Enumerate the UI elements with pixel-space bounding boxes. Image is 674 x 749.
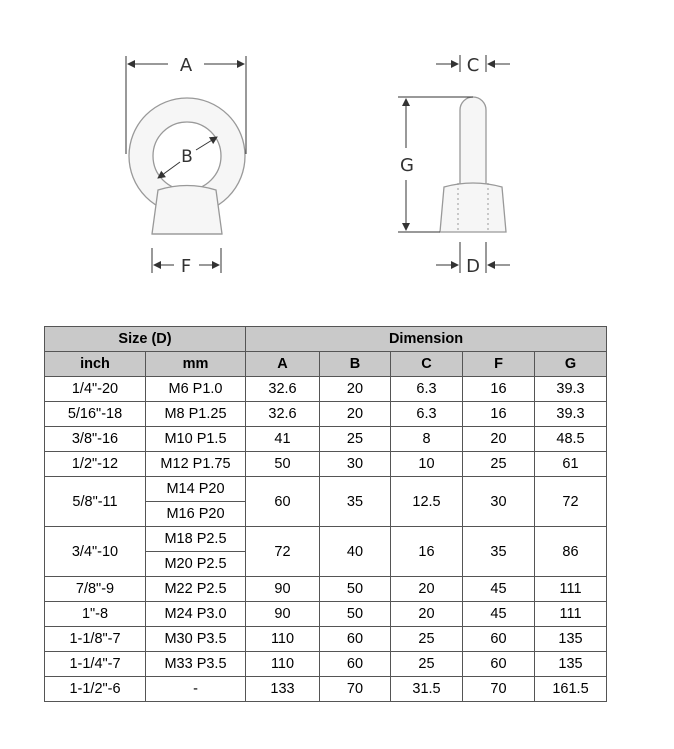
cell-inch: 7/8"-9 xyxy=(45,577,146,602)
cell-a: 50 xyxy=(246,452,320,477)
cell-f: 35 xyxy=(463,527,535,577)
cell-c: 25 xyxy=(391,652,463,677)
cell-mm: - xyxy=(146,677,246,702)
eye-side xyxy=(460,97,486,186)
column-header-b: B xyxy=(320,352,391,377)
cell-b: 50 xyxy=(320,602,391,627)
cell-c: 31.5 xyxy=(391,677,463,702)
cell-mm: M18 P2.5 xyxy=(146,527,246,552)
dim-c-label: C xyxy=(466,55,480,76)
cell-inch: 3/4"-10 xyxy=(45,527,146,577)
cell-g: 48.5 xyxy=(535,427,607,452)
cell-a: 133 xyxy=(246,677,320,702)
column-header-mm: mm xyxy=(146,352,246,377)
dim-f-label: F xyxy=(180,256,192,277)
column-header-a: A xyxy=(246,352,320,377)
cell-mm: M6 P1.0 xyxy=(146,377,246,402)
cell-a: 60 xyxy=(246,477,320,527)
cell-b: 40 xyxy=(320,527,391,577)
cell-f: 25 xyxy=(463,452,535,477)
cell-a: 32.6 xyxy=(246,377,320,402)
cell-mm: M22 P2.5 xyxy=(146,577,246,602)
cell-c: 12.5 xyxy=(391,477,463,527)
cell-mm: M14 P20 xyxy=(146,477,246,502)
cell-c: 16 xyxy=(391,527,463,577)
cell-c: 8 xyxy=(391,427,463,452)
table-row xyxy=(45,677,607,702)
cell-g: 61 xyxy=(535,452,607,477)
table-row xyxy=(45,377,607,402)
cell-inch: 1/4"-20 xyxy=(45,377,146,402)
cell-g: 135 xyxy=(535,627,607,652)
cell-b: 20 xyxy=(320,402,391,427)
cell-inch: 3/8"-16 xyxy=(45,427,146,452)
cell-g: 39.3 xyxy=(535,377,607,402)
cell-b: 60 xyxy=(320,652,391,677)
front-view xyxy=(126,55,246,277)
size-group-header: Size (D) xyxy=(45,327,246,352)
cell-inch: 1-1/2"-6 xyxy=(45,677,146,702)
dim-b-arrow-a xyxy=(158,162,180,178)
cell-a: 110 xyxy=(246,627,320,652)
cell-c: 6.3 xyxy=(391,377,463,402)
cell-b: 25 xyxy=(320,427,391,452)
dimension-table xyxy=(44,326,607,702)
cell-f: 45 xyxy=(463,602,535,627)
cell-a: 110 xyxy=(246,652,320,677)
dimension-group-header: Dimension xyxy=(246,327,607,352)
cell-b: 50 xyxy=(320,577,391,602)
group-header-row xyxy=(45,327,607,352)
cell-inch: 1-1/4"-7 xyxy=(45,652,146,677)
cell-b: 60 xyxy=(320,627,391,652)
cell-c: 20 xyxy=(391,577,463,602)
dim-d-label: D xyxy=(466,256,480,277)
collar-side xyxy=(440,183,506,232)
table-row xyxy=(45,602,607,627)
column-header-g: G xyxy=(535,352,607,377)
dim-a-label: A xyxy=(179,55,193,76)
cell-mm: M20 P2.5 xyxy=(146,552,246,577)
collar-front xyxy=(152,186,222,235)
cell-f: 30 xyxy=(463,477,535,527)
cell-b: 30 xyxy=(320,452,391,477)
column-header-c: C xyxy=(391,352,463,377)
cell-c: 6.3 xyxy=(391,402,463,427)
cell-mm: M16 P20 xyxy=(146,502,246,527)
cell-g: 135 xyxy=(535,652,607,677)
cell-g: 86 xyxy=(535,527,607,577)
dim-b-label: B xyxy=(181,147,193,167)
table-row xyxy=(45,652,607,677)
eye-nut-drawing xyxy=(0,0,674,300)
cell-f: 16 xyxy=(463,377,535,402)
cell-inch: 1"-8 xyxy=(45,602,146,627)
cell-g: 111 xyxy=(535,577,607,602)
cell-a: 41 xyxy=(246,427,320,452)
column-header-row xyxy=(45,352,607,377)
side-view xyxy=(398,55,510,277)
cell-mm: M30 P3.5 xyxy=(146,627,246,652)
cell-a: 90 xyxy=(246,602,320,627)
cell-b: 20 xyxy=(320,377,391,402)
cell-inch: 1/2"-12 xyxy=(45,452,146,477)
cell-g: 111 xyxy=(535,602,607,627)
cell-f: 70 xyxy=(463,677,535,702)
cell-inch: 5/16"-18 xyxy=(45,402,146,427)
cell-c: 10 xyxy=(391,452,463,477)
dim-g-label: G xyxy=(400,155,414,176)
cell-g: 39.3 xyxy=(535,402,607,427)
cell-a: 72 xyxy=(246,527,320,577)
table-row xyxy=(45,477,607,502)
table-row xyxy=(45,627,607,652)
table-row xyxy=(45,452,607,477)
table-row xyxy=(45,577,607,602)
cell-f: 20 xyxy=(463,427,535,452)
cell-g: 72 xyxy=(535,477,607,527)
column-header-f: F xyxy=(463,352,535,377)
table-row xyxy=(45,427,607,452)
table-body xyxy=(45,377,607,702)
cell-f: 16 xyxy=(463,402,535,427)
cell-mm: M12 P1.75 xyxy=(146,452,246,477)
cell-c: 20 xyxy=(391,602,463,627)
cell-mm: M10 P1.5 xyxy=(146,427,246,452)
dim-b-arrow-b xyxy=(196,137,217,150)
cell-c: 25 xyxy=(391,627,463,652)
cell-f: 60 xyxy=(463,652,535,677)
table-row xyxy=(45,402,607,427)
cell-f: 60 xyxy=(463,627,535,652)
cell-inch: 1-1/8"-7 xyxy=(45,627,146,652)
cell-g: 161.5 xyxy=(535,677,607,702)
table-row xyxy=(45,527,607,552)
cell-b: 35 xyxy=(320,477,391,527)
cell-mm: M24 P3.0 xyxy=(146,602,246,627)
cell-mm: M8 P1.25 xyxy=(146,402,246,427)
cell-f: 45 xyxy=(463,577,535,602)
cell-a: 32.6 xyxy=(246,402,320,427)
cell-mm: M33 P3.5 xyxy=(146,652,246,677)
cell-a: 90 xyxy=(246,577,320,602)
table-header xyxy=(45,327,607,377)
column-header-inch: inch xyxy=(45,352,146,377)
cell-b: 70 xyxy=(320,677,391,702)
cell-inch: 5/8"-11 xyxy=(45,477,146,527)
